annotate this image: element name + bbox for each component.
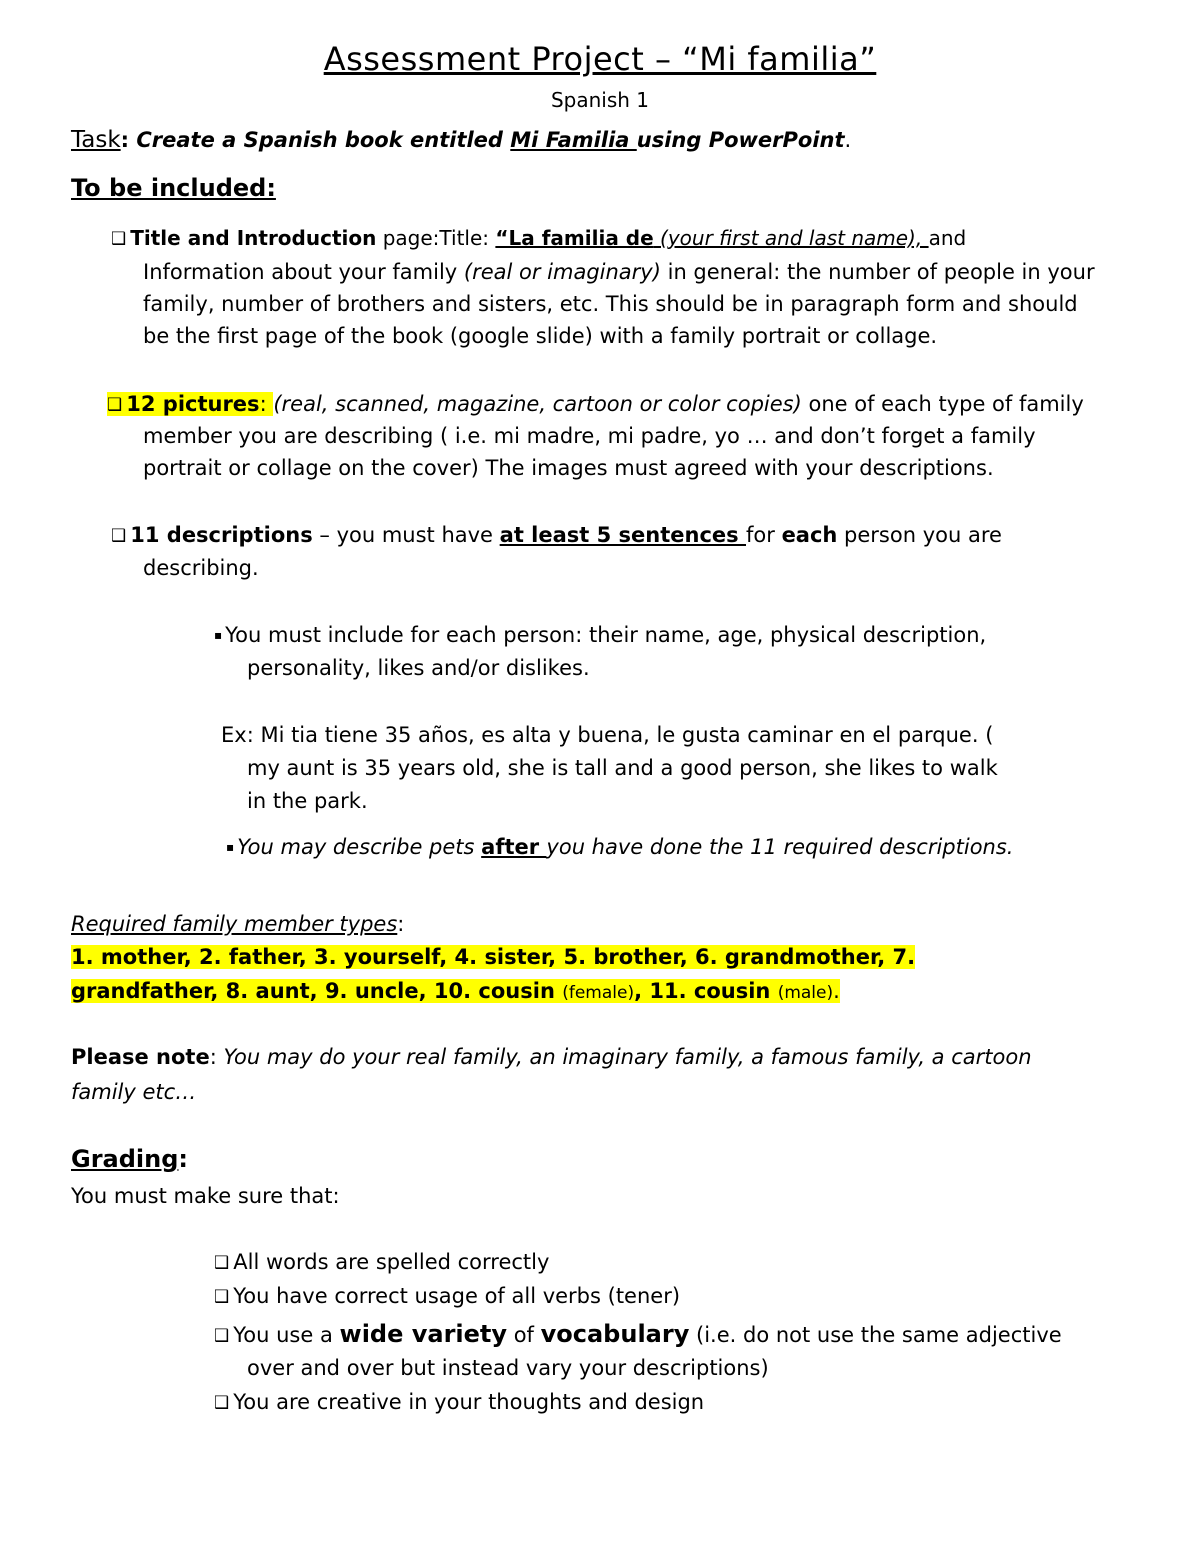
item1-bold: Title and Introduction [130,226,377,250]
checkbox-icon: ❑ [214,1326,230,1346]
included-heading: To be included: [71,174,276,202]
grading-item3-line2: over and over but instead vary your descriptions) [247,1356,769,1380]
item2-line2: member you are describing ( i.e. mi madre, mi padre, yo … and don’t forget a family [143,424,1036,448]
note-text1: You may do your real family, an imaginary family, a famous family, a cartoon [223,1045,1032,1069]
item3-bold-underlined: at least 5 sentences [499,523,746,547]
grading-intro: You must make sure that: [71,1184,340,1208]
grading-item3-bold2: vocabulary [540,1320,690,1348]
required-end: . [833,979,840,1003]
item2-highlight [107,392,273,416]
sub-include-text: You must include for each person: their name, age, physical description, [225,623,987,647]
checkbox-icon: ❑ [214,1253,230,1273]
pets-b: you have done the 11 required descriptions. [546,835,1014,859]
item1-plain1: page:Title: [376,226,496,250]
required-line2b: , 11. cousin [634,979,778,1003]
required-colon: : [397,912,405,936]
task-label: Task [71,127,121,153]
task-colon: : [120,128,137,152]
checkbox-icon: ❑ [107,395,123,415]
required-female: (female) [562,983,635,1003]
example-line3: in the park. [247,789,368,813]
task-end: . [844,128,852,152]
grading-item4 [214,1386,704,1420]
item1-line2 [143,256,1095,289]
example-line1: Ex: Mi tia tiene 35 años, es alta y buena, le gusta caminar en el parque. ( [221,723,994,747]
grading-heading: Grading [71,1145,179,1173]
bullet-icon: ▪ [226,840,235,854]
grading-colon: : [178,1145,189,1173]
task-line [71,124,851,157]
sub-pets-line [226,831,1013,864]
required-line2 [71,975,840,1010]
item3-plain1: – you must have [312,523,500,547]
grading-item3-a: You use a [233,1323,340,1347]
task-book-title: Mi Familia [510,128,637,152]
required-label-line [71,908,404,941]
item2-line3: portrait or collage on the cover) The images must agreed with your descriptions. [143,456,994,480]
item3-line2: describing. [143,556,259,580]
item1-bold-underlined: “La familia de [495,226,654,250]
item1-line4: be the first page of the book (google slide) with a family portrait or collage. [143,324,938,348]
task-text-b: using PowerPoint [636,128,845,152]
grading-item1-text: All words are spelled correctly [233,1250,550,1274]
item3-plain2: for [746,523,782,547]
required-line2a: grandfather, 8. aunt, 9. uncle, 10. cousin [71,979,563,1003]
item1-plain2: and [928,226,967,250]
required-label: Required family member types [71,912,398,936]
bullet-icon: ▪ [214,628,223,642]
pets-underlined: after [481,835,547,859]
item-pictures [107,388,1084,422]
item1-line2-italic: (real or imaginary) [463,260,661,284]
item-descriptions [111,519,1002,553]
example-line2: my aunt is 35 years old, she is tall and a good person, she likes to walk [247,756,998,780]
note-line2: family etc… [71,1080,197,1104]
page-title: Assessment Project – “Mi familia” [323,40,877,78]
task-text-a: Create a Spanish book entitled [136,128,511,152]
checkbox-icon: ❑ [111,526,127,546]
required-line2-highlight [71,979,840,1003]
grading-item3-bold1: wide variety [339,1320,508,1348]
checkbox-icon: ❑ [214,1393,230,1413]
required-line1-text: 1. mother, 2. father, 3. yourself, 4. sister, 5. brother, 6. grandmother, 7. [71,945,916,969]
sub-include-line1 [214,619,986,652]
item3-plain3: person you are [837,523,1002,547]
item1-italic-underlined: (your first and last name), [653,226,929,250]
item2-italic: (real, scanned, magazine, cartoon or color copies) [273,392,802,416]
note-label: Please note [71,1045,210,1069]
required-line1 [71,941,915,974]
grading-item3 [214,1318,1062,1353]
note-line1 [71,1041,1032,1074]
item3-bold: 11 descriptions [130,523,313,547]
grading-item2 [214,1280,680,1314]
item1-line2a: Information about your family [143,260,464,284]
note-colon: : [209,1045,224,1069]
grading-item4-text: You are creative in your thoughts and design [233,1390,705,1414]
item1-line2b: in general: the number of people in your [660,260,1095,284]
checkbox-icon: ❑ [214,1287,230,1307]
item3-bold2: each [781,523,838,547]
item1-line3: family, number of brothers and sisters, etc. This should be in paragraph form and should [143,292,1078,316]
item-title-intro [111,222,966,256]
item2-colon: : [259,392,274,416]
grading-item2-text: You have correct usage of all verbs (tener) [233,1284,681,1308]
pets-a: You may describe pets [237,835,482,859]
item2-plain: one of each type of family [801,392,1084,416]
grading-item3-c: (i.e. do not use the same adjective [689,1323,1062,1347]
grading-item3-mid: of [507,1323,541,1347]
grading-heading-line [71,1145,188,1173]
page-subtitle: Spanish 1 [550,88,650,112]
grading-item1 [214,1246,549,1280]
required-male: (male) [777,983,834,1003]
checkbox-icon: ❑ [111,229,127,249]
sub-include-line2: personality, likes and/or dislikes. [247,656,590,680]
item2-bold: 12 pictures [126,392,260,416]
